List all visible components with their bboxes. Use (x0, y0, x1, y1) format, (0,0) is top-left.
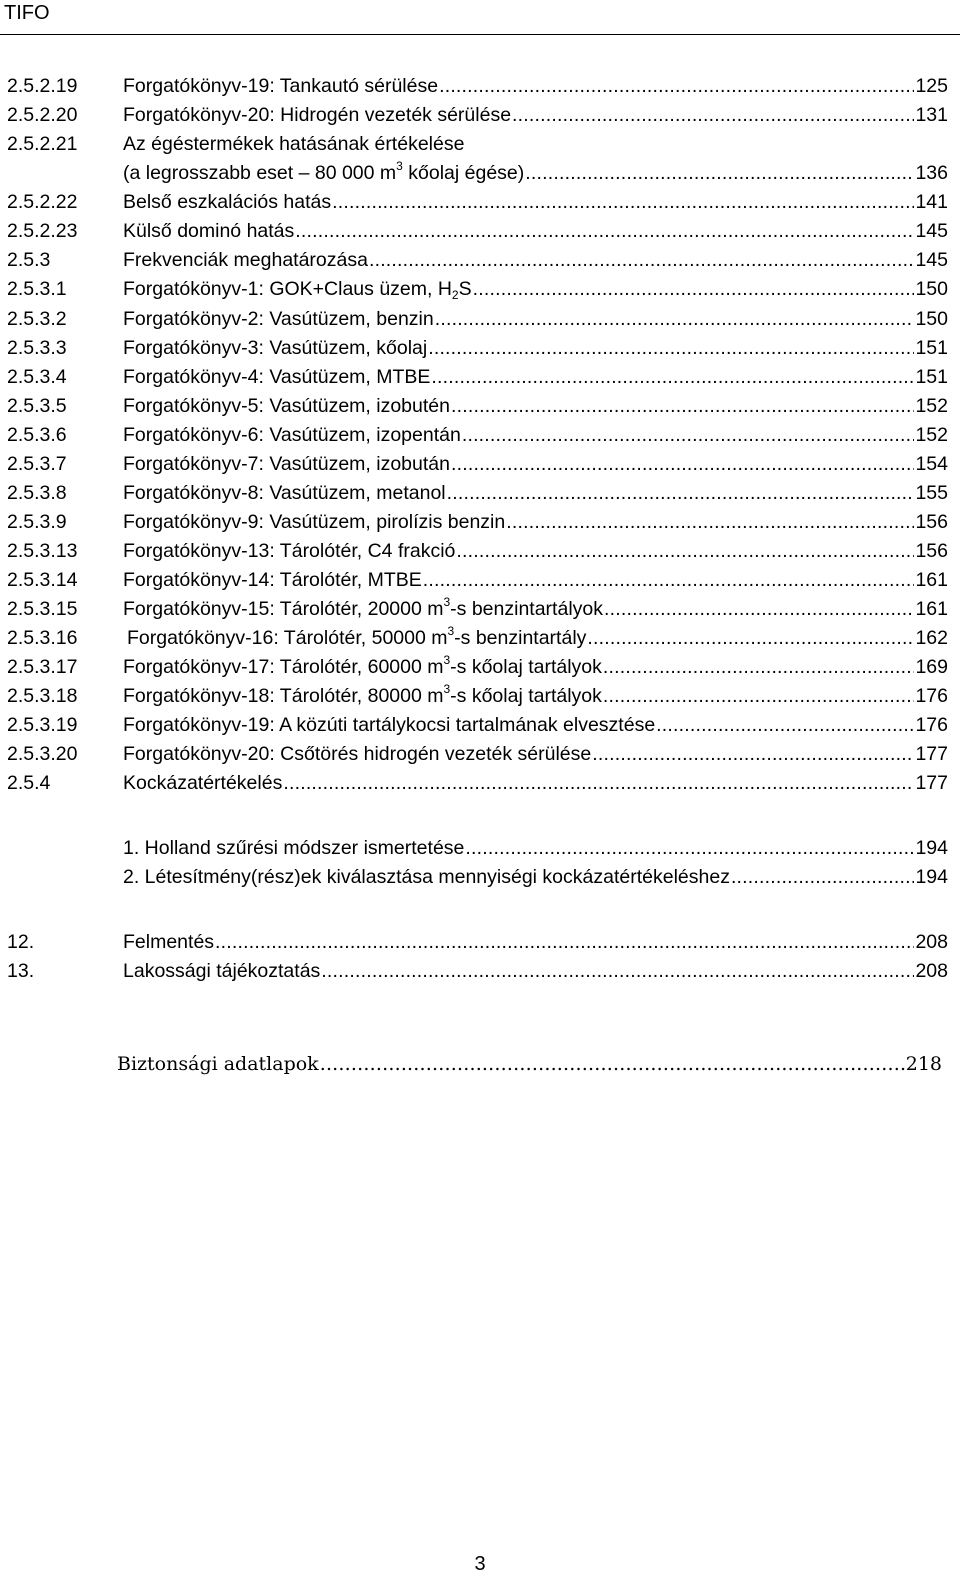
toc-row[interactable] (0, 712, 960, 742)
toc-title: Forgatókönyv-19: A közúti tartálykocsi tartalmának elvesztése (123, 714, 656, 736)
toc-row[interactable] (0, 451, 960, 481)
toc-number: 2.5.3.4 (7, 366, 67, 388)
toc-number: 2.5.3.15 (7, 598, 78, 620)
toc-number: 2.5.3.1 (7, 278, 67, 300)
toc-page-number: 154 (915, 453, 948, 475)
toc-number: 2.5.3.2 (7, 308, 67, 330)
toc-row[interactable] (0, 422, 960, 452)
toc-page-number: 208 (915, 931, 948, 953)
toc-title: Az égéstermékek hatásának értékelése (123, 133, 465, 155)
toc-page-number: 194 (915, 866, 948, 888)
toc-leader-dots (473, 276, 915, 302)
toc-page-number: 176 (915, 685, 948, 707)
toc-page-number: 177 (915, 772, 948, 794)
toc-leader-dots (592, 741, 914, 767)
footer-page-number: 3 (474, 1553, 486, 1575)
toc-title: Forgatókönyv-17: Tárolótér, 60000 $m^3-s$ kőolaj tartályok (123, 653, 602, 678)
toc-page-number: 131 (915, 104, 948, 126)
toc-page-number: 150 (915, 278, 948, 300)
toc-title: Felmentés (123, 931, 215, 953)
toc-title: Belső eszkalációs hatás (123, 191, 332, 213)
toc-page-number: 162 (915, 627, 948, 649)
toc-row[interactable] (0, 567, 960, 597)
toc-number: 2.5.3.14 (7, 569, 78, 591)
toc-title: Forgatókönyv-20: Hidrogén vezeték sérülése (123, 104, 512, 126)
toc-row[interactable] (0, 683, 960, 713)
toc-title: Forgatókönyv-13: Tárolótér, C4 frakció (123, 540, 456, 562)
toc-page-number: 136 (915, 162, 948, 184)
toc-page-number: 177 (915, 743, 948, 765)
toc-row[interactable] (0, 958, 960, 988)
toc-leader-dots (428, 335, 914, 361)
toc-title: Lakossági tájékoztatás (123, 960, 321, 982)
toc-page-number: 161 (915, 598, 948, 620)
toc-page-number: 161 (915, 569, 948, 591)
toc-row[interactable] (0, 480, 960, 510)
toc-leader-dots (369, 247, 915, 273)
appendix-page-number: 218 (905, 1053, 942, 1075)
page-footer (0, 1552, 960, 1576)
toc-title: Forgatókönyv-1: GOK+Claus üzem, $H_2S$ (123, 278, 472, 302)
toc-page-number: 155 (915, 482, 948, 504)
toc-title: Forgatókönyv-8: Vasútüzem, metanol (123, 482, 446, 504)
toc-row[interactable] (0, 131, 960, 161)
toc-row[interactable] (0, 393, 960, 423)
toc-row[interactable] (0, 218, 960, 248)
toc-row[interactable] (0, 247, 960, 277)
toc-row[interactable] (0, 864, 960, 894)
toc-number: 2.5.3.3 (7, 337, 67, 359)
toc-number: 2.5.3.7 (7, 453, 67, 475)
toc-page-number: 176 (915, 714, 948, 736)
toc-title: Forgatókönyv-7: Vasútüzem, izobután (123, 453, 450, 475)
toc-leader-dots (451, 451, 914, 477)
toc-page-number: 169 (915, 656, 948, 678)
toc-row[interactable] (0, 364, 960, 394)
toc-page-number: 152 (915, 395, 948, 417)
toc-title: Forgatókönyv-6: Vasútüzem, izopentán (123, 424, 461, 446)
toc-leader-dots (321, 958, 914, 984)
toc-leader-dots (295, 218, 914, 244)
toc-leader-dots (512, 102, 914, 128)
superscript: 3 (443, 653, 451, 667)
toc-page-number: 194 (915, 837, 948, 859)
toc-leader-dots (283, 770, 914, 796)
toc-number: 2.5.3.5 (7, 395, 67, 417)
toc-number: 2.5.2.19 (7, 75, 78, 97)
toc-title: Forgatókönyv-18: Tárolótér, 80000 $m^3-s$ kőolaj tartályok (123, 682, 602, 707)
toc-number: 2.5.3.17 (7, 656, 78, 678)
superscript: 3 (447, 624, 455, 638)
toc-number: 2.5.2.20 (7, 104, 78, 126)
toc-row[interactable] (0, 741, 960, 771)
toc-leader-dots (465, 835, 914, 861)
toc-number: 2.5.3.16 (7, 627, 78, 649)
toc-page-number: 145 (915, 220, 948, 242)
toc-leader-dots (423, 567, 915, 593)
toc-number: 2.5.4 (7, 772, 51, 794)
toc-row[interactable] (0, 509, 960, 539)
toc-title: Külső dominó hatás (123, 220, 295, 242)
toc-title: Kockázatértékelés (123, 772, 283, 794)
toc-title: 1. Holland szűrési módszer ismertetése (123, 837, 465, 859)
toc-leader-dots (462, 422, 915, 448)
toc-page-number: 151 (915, 366, 948, 388)
toc-title: Forgatókönyv-2: Vasútüzem, benzin (123, 308, 434, 330)
toc-leader-dots (439, 73, 914, 99)
toc-row[interactable] (0, 596, 960, 626)
toc-title: Forgatókönyv-20: Csőtörés hidrogén vezeték sérülése (123, 743, 592, 765)
toc-leader-dots (603, 654, 915, 680)
toc-row[interactable] (0, 770, 960, 800)
toc-page-number: 150 (915, 308, 948, 330)
toc-title: Frekvenciák meghatározása (123, 249, 368, 271)
toc-leader-dots (431, 364, 914, 390)
toc-leader-dots (656, 712, 914, 738)
toc-row[interactable] (0, 538, 960, 568)
appendix-row[interactable] (117, 1050, 942, 1084)
toc-title: Forgatókönyv-3: Vasútüzem, kőolaj (123, 337, 428, 359)
toc-leader-dots (456, 538, 914, 564)
toc-number: 12. (7, 931, 35, 953)
superscript: 3 (396, 159, 403, 173)
toc-title: Forgatókönyv-15: Tárolótér, 20000 $m^3-s$ benzintartályok (123, 595, 603, 620)
toc-page-number: 156 (915, 540, 948, 562)
toc-row[interactable] (0, 189, 960, 219)
toc-number: 2.5.3.13 (7, 540, 78, 562)
toc-title: Forgatókönyv-16: Tárolótér, 50000 $m^3-s$ benzintartály (127, 624, 587, 649)
toc-title: 2. Létesítmény(rész)ek kiválasztása mennyiségi kockázatértékeléshez (123, 866, 730, 888)
toc-row[interactable] (0, 625, 960, 655)
toc-row[interactable] (0, 306, 960, 336)
toc-leader-dots (451, 393, 914, 419)
toc-number: 2.5.3.19 (7, 714, 78, 736)
toc-page-number: 145 (915, 249, 948, 271)
toc-title: Forgatókönyv-19: Tankautó sérülése (123, 75, 439, 97)
toc-leader-dots (215, 929, 914, 955)
toc-number: 2.5.2.23 (7, 220, 78, 242)
toc-title: (a legrosszabb eset – 80 000 $m^3$ kőolaj égése) (123, 159, 525, 184)
toc-row[interactable] (0, 929, 960, 959)
toc-page-number: 152 (915, 424, 948, 446)
toc-number: 2.5.2.21 (7, 133, 78, 155)
toc-title: Forgatókönyv-4: Vasútüzem, MTBE (123, 366, 431, 388)
toc-leader-dots (604, 596, 914, 622)
toc-row[interactable] (0, 335, 960, 365)
toc-page-number: 141 (915, 191, 948, 213)
toc-leader-dots (603, 683, 915, 709)
toc-page-number: 156 (915, 511, 948, 533)
toc-leader-dots (587, 625, 914, 651)
toc-page-number: 208 (915, 960, 948, 982)
subscript: 2 (451, 288, 459, 302)
toc-title: Forgatókönyv-9: Vasútüzem, pirolízis benzin (123, 511, 506, 533)
toc-number: 2.5.3.18 (7, 685, 78, 707)
superscript: 3 (443, 595, 451, 609)
toc-leader-dots (332, 189, 914, 215)
toc-title: Forgatókönyv-5: Vasútüzem, izobutén (123, 395, 450, 417)
toc-page-number: 151 (915, 337, 948, 359)
toc-number: 2.5.3 (7, 249, 51, 271)
toc-leader-dots (525, 160, 914, 186)
appendix-title: Biztonsági adatlapok (117, 1053, 319, 1075)
page-header (0, 0, 960, 35)
toc-number: 2.5.3.6 (7, 424, 67, 446)
toc-number: 13. (7, 960, 35, 982)
toc-row[interactable] (0, 73, 960, 103)
toc-number: 2.5.2.22 (7, 191, 78, 213)
toc-row[interactable] (0, 160, 960, 190)
toc-leader-dots (447, 480, 915, 506)
toc-row[interactable] (0, 276, 960, 306)
toc-number: 2.5.3.8 (7, 482, 67, 504)
superscript: 3 (443, 682, 451, 696)
toc-leader-dots (320, 1050, 905, 1078)
toc-number: 2.5.3.9 (7, 511, 67, 533)
toc-row[interactable] (0, 654, 960, 684)
toc-leader-dots (435, 306, 915, 332)
toc-number: 2.5.3.20 (7, 743, 78, 765)
toc-leader-dots (506, 509, 914, 535)
toc-row[interactable] (0, 835, 960, 865)
toc-row[interactable] (0, 102, 960, 132)
toc-title: Forgatókönyv-14: Tárolótér, MTBE (123, 569, 422, 591)
toc-leader-dots (731, 864, 915, 890)
toc-page-number: 125 (915, 75, 948, 97)
header-title: TIFO (4, 2, 50, 24)
